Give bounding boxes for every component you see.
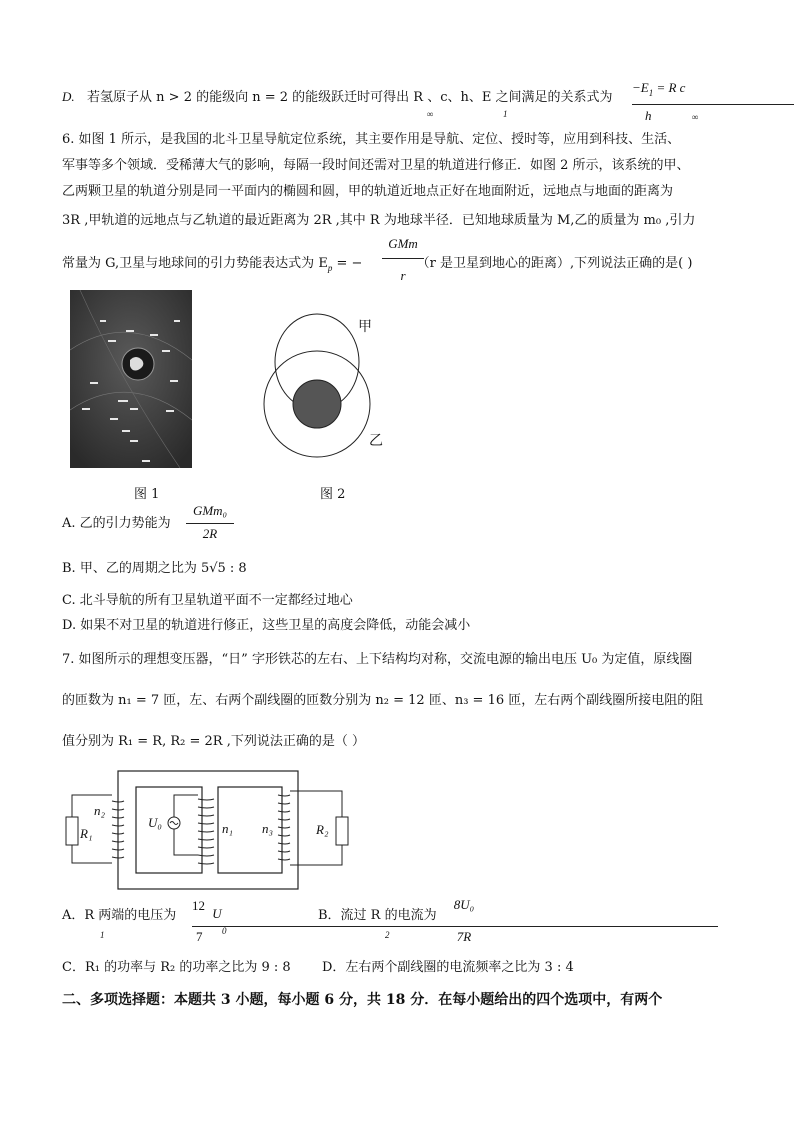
figure-2-caption: 图 2 bbox=[320, 487, 346, 502]
option-text: 若氢原子从 n > 2 的能级向 n = 2 的能级跃迁时可得出 R 、c、h、E 之间满足的关系式为 bbox=[87, 90, 613, 105]
iron-core-window-left bbox=[136, 787, 202, 873]
resistor-r1 bbox=[66, 817, 78, 845]
q7-line-1: 7. 如图所示的理想变压器，“日” 字形铁芯的左右、上下结构均对称，交流电源的输出电压 U₀ 为定值，原线圈 bbox=[62, 652, 693, 667]
potential-energy-denominator: r bbox=[400, 268, 406, 283]
section-2-heading: 二、多项选择题：本题共 3 小题，每小题 6 分，共 18 分．在每小题给出的四个选项中，有两个 bbox=[62, 992, 663, 1008]
q7-option-a-numerator: 12 U bbox=[192, 898, 222, 921]
label-r1: R₁ bbox=[80, 826, 93, 841]
option-d-hydrogen bbox=[62, 88, 613, 107]
q6-line-5: 常量为 G,卫星与地球间的引力势能表达式为 $E_p$ = − （r 是卫星到地心的距离）,下列说法正确的是( ) bbox=[62, 256, 693, 273]
label-n1: n₁ bbox=[222, 821, 234, 836]
q7-option-b: B．流过 R 的电流为 bbox=[318, 908, 437, 923]
satellite-constellation-image bbox=[70, 290, 192, 468]
label-jia: 甲 bbox=[358, 319, 372, 335]
label-r2: R₂ bbox=[316, 822, 329, 837]
q6-line-3: 乙两颗卫星的轨道分别是同一平面内的椭圆和圆，甲的轨道近地点正好在地面附近，远地点与地面的距离为 bbox=[62, 184, 674, 199]
q6-line-4: 3R ,甲轨道的远地点与乙轨道的最近距离为 2R ,其中 R 为地球半径．已知地球质量为 M,乙的质量为 m₀ ,引力 bbox=[62, 213, 696, 228]
q6-line-1: 6. 如图 1 所示，是我国的北斗卫星导航定位系统，其主要作用是导航、定位、授时等，应用到科技、生活、 bbox=[62, 132, 681, 147]
q7-option-a-den-subscript: 0 bbox=[222, 926, 227, 936]
resistor-r2 bbox=[336, 817, 348, 845]
q7-option-b-subscript: 2 bbox=[385, 930, 390, 940]
q7-option-c: C．R₁ 的功率与 R₂ 的功率之比为 9 : 8 bbox=[62, 960, 291, 975]
potential-energy-fraction-bar bbox=[382, 258, 424, 259]
q7-option-d: D．左右两个副线圈的电流频率之比为 3 : 4 bbox=[322, 960, 574, 975]
q6-line-2: 军事等多个领域．受稀薄大气的影响，每隔一段时间还需对卫星的轨道进行修正．如图 2 所示，该系统的甲、 bbox=[62, 158, 690, 173]
q6-option-b: B. 甲、乙的周期之比为 5√5 : 8 bbox=[62, 561, 247, 576]
fraction-bar bbox=[632, 104, 794, 105]
label-n2: n₂ bbox=[94, 803, 106, 818]
q6-option-a: A. 乙的引力势能为 bbox=[62, 516, 171, 531]
earth-disk bbox=[293, 380, 341, 428]
label-n3: n₃ bbox=[262, 821, 274, 836]
q6-option-c: C. 北斗导航的所有卫星轨道平面不一定都经过地心 bbox=[62, 593, 353, 608]
figure-1-caption: 图 1 bbox=[134, 487, 160, 502]
fraction-denominator: h bbox=[645, 108, 652, 123]
subscript-inf: ∞ bbox=[427, 109, 434, 119]
subscript-inf-2: ∞ bbox=[692, 112, 699, 122]
q6-option-a-denominator: 2R bbox=[202, 526, 218, 541]
q7-option-b-numerator: 8U₀ bbox=[453, 897, 475, 912]
q7-option-a: A．R 两端的电压为 bbox=[62, 908, 177, 923]
q6-option-d: D. 如果不对卫星的轨道进行修正，这些卫星的高度会降低，动能会减小 bbox=[62, 618, 471, 633]
subscript-1: 1 bbox=[503, 109, 508, 119]
label-u0: U₀ bbox=[148, 815, 162, 830]
q7-option-b-fraction-bar bbox=[312, 926, 718, 927]
potential-energy-numerator: GMm bbox=[388, 236, 418, 251]
q7-option-b-denominator: 7R bbox=[456, 929, 472, 944]
q6-option-a-fraction-bar bbox=[186, 523, 234, 524]
option-letter: D. bbox=[62, 89, 75, 104]
fraction-numerator: $-E_1 = R$ c bbox=[632, 80, 686, 98]
q7-option-a-subscript: 1 bbox=[100, 930, 105, 940]
q7-line-3: 值分别为 R₁ = R, R₂ = 2R ,下列说法正确的是（ ） bbox=[62, 734, 365, 749]
q7-option-a-denominator: 7 bbox=[196, 929, 203, 944]
q6-option-a-numerator: GMm₀ bbox=[192, 503, 228, 518]
figure-1-satellite-photo bbox=[70, 290, 192, 468]
label-yi: 乙 bbox=[369, 433, 383, 449]
q7-line-2: 的匝数为 n₁ = 7 匝，左、右两个副线圈的匝数分别为 n₂ = 12 匝、n₃ = 16 匝，左右两个副线圈所接电阻的阻 bbox=[62, 693, 704, 708]
q7-option-a-fraction-bar bbox=[192, 926, 312, 927]
